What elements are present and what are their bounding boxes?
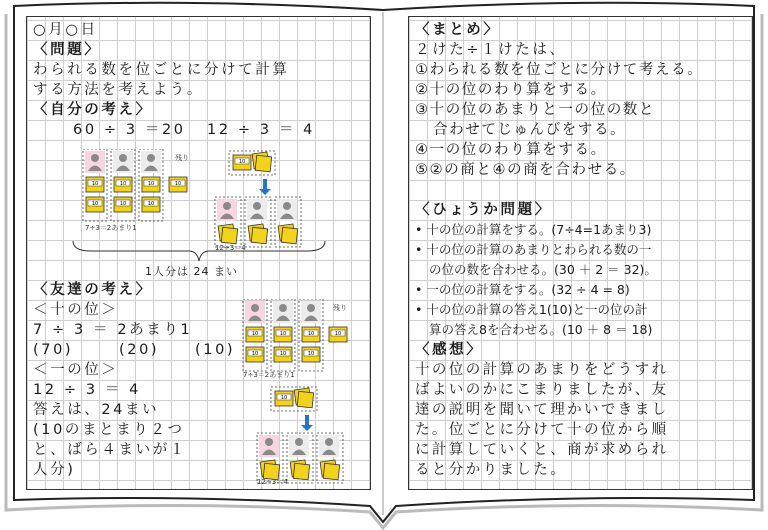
single-card-icon	[294, 388, 314, 408]
ten-card-stack-icon	[302, 327, 320, 342]
division-figure-ones	[211, 149, 315, 253]
brace	[71, 239, 327, 265]
summary-step-4	[415, 120, 626, 140]
card-number: 10	[147, 181, 155, 188]
impression-heading: 〈感想〉	[415, 342, 484, 358]
right-page	[408, 16, 753, 490]
summary-step-3	[415, 100, 655, 120]
equation-12-div-3: 12 ÷ 3 ＝ 4	[207, 122, 315, 138]
arrow-down-icon	[259, 179, 271, 195]
card-number: 10	[147, 201, 155, 208]
summary-step-number: ②	[415, 82, 430, 98]
ten-card-stack-icon	[142, 177, 160, 192]
friend-figure-ones	[253, 385, 357, 489]
person-icon	[301, 301, 321, 323]
person-icon	[259, 435, 279, 457]
ten-card-stack-icon	[114, 177, 132, 192]
bullet-dot: •	[415, 302, 427, 317]
review-item-4-line-2	[429, 320, 652, 340]
summary-step-2	[415, 80, 607, 100]
ten-card-stack-icon	[114, 197, 132, 212]
single-card-icon	[252, 152, 272, 172]
card-number: 10	[119, 181, 127, 188]
ten-card-stack-icon	[142, 197, 160, 212]
summary-step-text: 十の位のわり算をする。	[429, 82, 607, 98]
ten-card-stack-icon	[246, 327, 264, 342]
impression-line-3: 達の説明を聞いて理かいできまし	[415, 402, 669, 418]
brace-label: 1人分は 24 まい	[145, 265, 238, 278]
summary-step-number: ④	[415, 142, 430, 158]
person-icon	[85, 151, 105, 173]
card-number: 10	[280, 395, 288, 402]
left-page	[26, 16, 371, 490]
person-icon	[113, 151, 133, 173]
friend-line-7: (10のまとまり２つ	[33, 422, 185, 438]
friend-line-9: 人分)	[33, 462, 76, 478]
summary-step-number: ⑤	[415, 162, 430, 178]
figure-4-caption: 12÷3＝4	[257, 478, 288, 486]
review-item-2-line-2	[429, 260, 657, 280]
ten-card-stack-icon	[86, 197, 104, 212]
impression-line-2: ばよいのかにこまりましたが、友	[415, 382, 669, 398]
person-icon	[245, 301, 265, 323]
review-item-text: の位の数を合わせる。(30 ＋ 2 ＝ 32)。	[429, 262, 657, 277]
person-icon	[277, 199, 297, 221]
review-item-text: 一の位の計算をする。(32 ÷ 4 = 8)	[426, 282, 630, 297]
friend-line-8: と、ばら４まいが１	[33, 442, 187, 458]
problem-line-1: わられる数を位ごとに分けて計算	[33, 62, 290, 78]
figure-1-remainder-label: 残り	[175, 154, 189, 162]
person-icon	[289, 435, 309, 457]
date-line: ○月○日	[33, 22, 98, 38]
arrow-down-icon	[301, 415, 313, 431]
review-item-1-line-1	[415, 220, 651, 240]
bullet-dot: •	[415, 242, 427, 257]
person-icon	[141, 151, 161, 173]
impression-line-4: た。位ごとに分けて十の位から順	[415, 422, 669, 438]
bullet-dot: •	[415, 222, 427, 237]
friend-line-5: 12 ÷ 3 ＝ 4	[33, 382, 141, 398]
summary-step-text: 一の位のわり算をする。	[429, 142, 607, 158]
summary-step-text: 合わせてじゅんびをする。	[433, 122, 627, 138]
card-number: 10	[279, 351, 287, 358]
impression-line-1: 十の位の計算のあまりをどうすれ	[415, 362, 669, 378]
single-card-icon	[290, 460, 310, 480]
single-card-icon	[320, 460, 340, 480]
summary-step-6	[415, 160, 636, 180]
problem-heading: 〈問題〉	[33, 42, 102, 58]
person-icon	[217, 199, 237, 221]
friend-line-1: ＜十の位＞	[33, 302, 119, 318]
person-icon	[273, 301, 293, 323]
card-number: 10	[307, 351, 315, 358]
summary-step-number: ③	[415, 102, 430, 118]
impression-line-6: ると分かりました。	[415, 462, 568, 478]
summary-step-text: 十の位のあまりと一の位の数と	[429, 102, 656, 118]
ten-card-stack-icon	[169, 177, 187, 192]
ten-card-stack-icon	[329, 327, 347, 342]
friend-idea-heading: 〈友達の考え〉	[33, 282, 153, 298]
impression-line-5: に計算していくと、商が求められ	[415, 442, 669, 458]
figure-1-caption: 7÷3＝2あまり1	[85, 224, 137, 232]
equation-60-div-3: 60 ÷ 3 ＝20	[73, 122, 186, 138]
summary-line-1: ２けた÷１けたは、	[415, 42, 567, 58]
ten-card-stack-icon	[86, 177, 104, 192]
card-number: 10	[91, 181, 99, 188]
card-number: 10	[251, 331, 259, 338]
review-item-2-line-1	[415, 240, 651, 260]
figure-3-caption: 7÷3＝2あまり1	[243, 371, 295, 379]
review-item-text: 算の答え8を合わせる。(10 ＋ 8 ＝ 18)	[429, 322, 653, 337]
card-number: 10	[238, 159, 246, 166]
summary-step-5	[415, 140, 607, 160]
friend-line-2: 7 ÷ 3 ＝ 2あまり1	[33, 322, 193, 338]
summary-step-1	[415, 60, 703, 80]
card-number: 10	[251, 351, 259, 358]
card-number: 10	[334, 331, 342, 338]
ten-card-stack-icon	[233, 155, 251, 170]
friend-line-3c: (10)	[195, 342, 236, 358]
own-idea-heading: 〈自分の考え〉	[33, 102, 153, 118]
card-number: 10	[174, 181, 182, 188]
figure-2-caption: 12÷3＝4	[215, 244, 246, 252]
summary-step-number: ①	[415, 62, 430, 78]
friend-line-6: 答えは、24まい	[33, 402, 160, 418]
review-heading: 〈ひょうか問題〉	[415, 202, 552, 218]
person-icon	[319, 435, 339, 457]
bullet-dot: •	[415, 282, 427, 297]
card-number: 10	[119, 201, 127, 208]
friend-line-4: ＜一の位＞	[33, 362, 119, 378]
card-number: 10	[279, 331, 287, 338]
card-number: 10	[307, 331, 315, 338]
review-item-text: 十の位の計算の答え1(10)と一の位の計	[426, 302, 648, 317]
friend-line-3a: (70)	[33, 342, 74, 358]
ten-card-stack-icon	[302, 347, 320, 362]
problem-line-2: する方法を考えよう。	[33, 82, 204, 98]
ten-card-stack-icon	[275, 391, 293, 406]
summary-step-text: ②の商と④の商を合わせる。	[429, 162, 636, 178]
review-item-4-line-1	[415, 300, 647, 320]
ten-card-stack-icon	[246, 347, 264, 362]
person-icon	[247, 199, 267, 221]
review-item-3-line-1	[415, 280, 630, 300]
ten-card-stack-icon	[274, 347, 292, 362]
ten-card-stack-icon	[274, 327, 292, 342]
figure-3-remainder-label: 残り	[333, 304, 347, 312]
review-item-text: 十の位の計算をする。(7÷4=1あまり3)	[426, 222, 652, 237]
friend-line-3b: (20)	[119, 342, 160, 358]
review-item-text: 十の位の計算のあまりとわられる数の一	[426, 242, 652, 257]
summary-heading: 〈まとめ〉	[415, 22, 501, 38]
summary-step-text: わられる数を位ごとに分けて考える。	[429, 62, 704, 78]
card-number: 10	[91, 201, 99, 208]
